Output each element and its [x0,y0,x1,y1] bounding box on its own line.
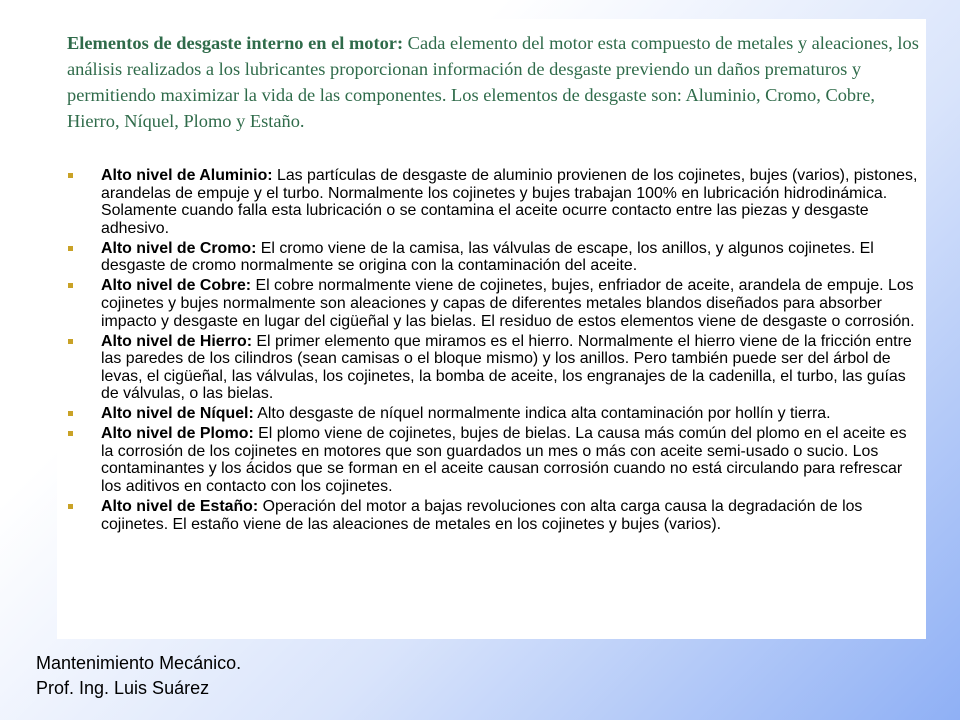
item-heading: Alto nivel de Aluminio: [101,167,273,184]
list-item-plomo [67,425,922,495]
item-text: Alto desgaste de níquel normalmente indica alta contaminación por hollín y tierra. [253,405,831,423]
item-heading: Alto nivel de Plomo: [101,425,254,443]
list-item-hierro [67,333,922,403]
square-bullet-icon [68,246,73,251]
square-bullet-icon [68,504,73,509]
wear-elements-list [67,167,922,536]
footer-credits [36,651,241,701]
item-heading: Alto nivel de Hierro: [101,332,252,350]
item-text: Operación del motor a bajas revoluciones con alta carga causa la degradación de los cojinetes. El estaño viene de las aleaciones de metales en los cojinetes y bujes (varios). [101,498,863,533]
square-bullet-icon [68,339,73,344]
item-heading: Alto nivel de Níquel: [101,405,254,423]
item-text: Las partículas de desgaste de aluminio provienen de los cojinetes, bujes (varios), pistones, arandelas de empuje y el turbo. Normalmente los cojinetes y bujes trabajan 100% en lubricación hidrodinámica. Solamente cuando falla esta lubricación o se contamina el aceite ocurre contacto entre las piezas y desgaste adhesivo. [101,167,918,237]
list-item-cobre [67,277,922,330]
square-bullet-icon [68,411,73,416]
item-text: El primer elemento que miramos es el hierro. Normalmente el hierro viene de la fricción entre las paredes de los cilindros (sean camisas o el bloque mismo) y los anillos. Pero también puede ser del árbol de levas, el cigüeñal, las válvulas, los cojinetes, la bomba de aceite, los engranajes de la cadenilla, el turbo, las guías de válvulas, o las bielas. [101,332,912,403]
square-bullet-icon [68,431,73,436]
list-item-aluminio [67,167,922,237]
footer-course: Mantenimiento Mecánico. [36,653,242,673]
intro-body: Cada elemento del motor esta compuesto de metales y aleaciones, los análisis realizados a los lubricantes proporcionan información de desgaste previendo un daños prematuros y permitiendo maximizar la vida de las componentes. Los elementos de desgaste son: Aluminio, Cromo, Cobre, Hierro, Níquel, Plomo y Estaño. [67,33,919,131]
item-heading: Alto nivel de Cobre: [101,277,252,295]
footer-author: Prof. Ing. Luis Suárez [36,678,210,698]
list-item-estano [67,498,922,533]
item-text: El cobre normalmente viene de cojinetes, bujes, enfriador de aceite, arandela de empuje. Los cojinetes y bujes normalmente son aleaciones y capas de diferentes metales blandos diseñados para absorber impacto y desgaste en lugar del cigüeñal y las bielas. El residuo de estos elementos viene de desgaste o corrosión. [101,277,915,330]
intro-paragraph [67,30,922,134]
list-item-cromo [67,240,922,275]
item-heading: Alto nivel de Estaño: [101,498,259,516]
square-bullet-icon [68,283,73,288]
intro-heading: Elementos de desgaste interno en el motor: [67,33,404,53]
item-heading: Alto nivel de Cromo: [101,239,257,257]
square-bullet-icon [68,173,73,178]
item-text: El cromo viene de la camisa, las válvulas de escape, los anillos, y algunos cojinetes. El desgaste de cromo normalmente se origina con la contaminación del aceite. [101,239,874,275]
list-item-niquel [67,405,922,423]
item-text: El plomo viene de cojinetes, bujes de bielas. La causa más común del plomo en el aceite es la corrosión de los cojinetes en motores que son guardados un mes o más con aceite semi-usado o sucio. Los contaminantes y los ácidos que se forman en el aceite causan corrosión cuando no está circulando para refrescar los aditivos en contacto con los cojinetes. [101,425,907,496]
content-panel [57,19,926,639]
